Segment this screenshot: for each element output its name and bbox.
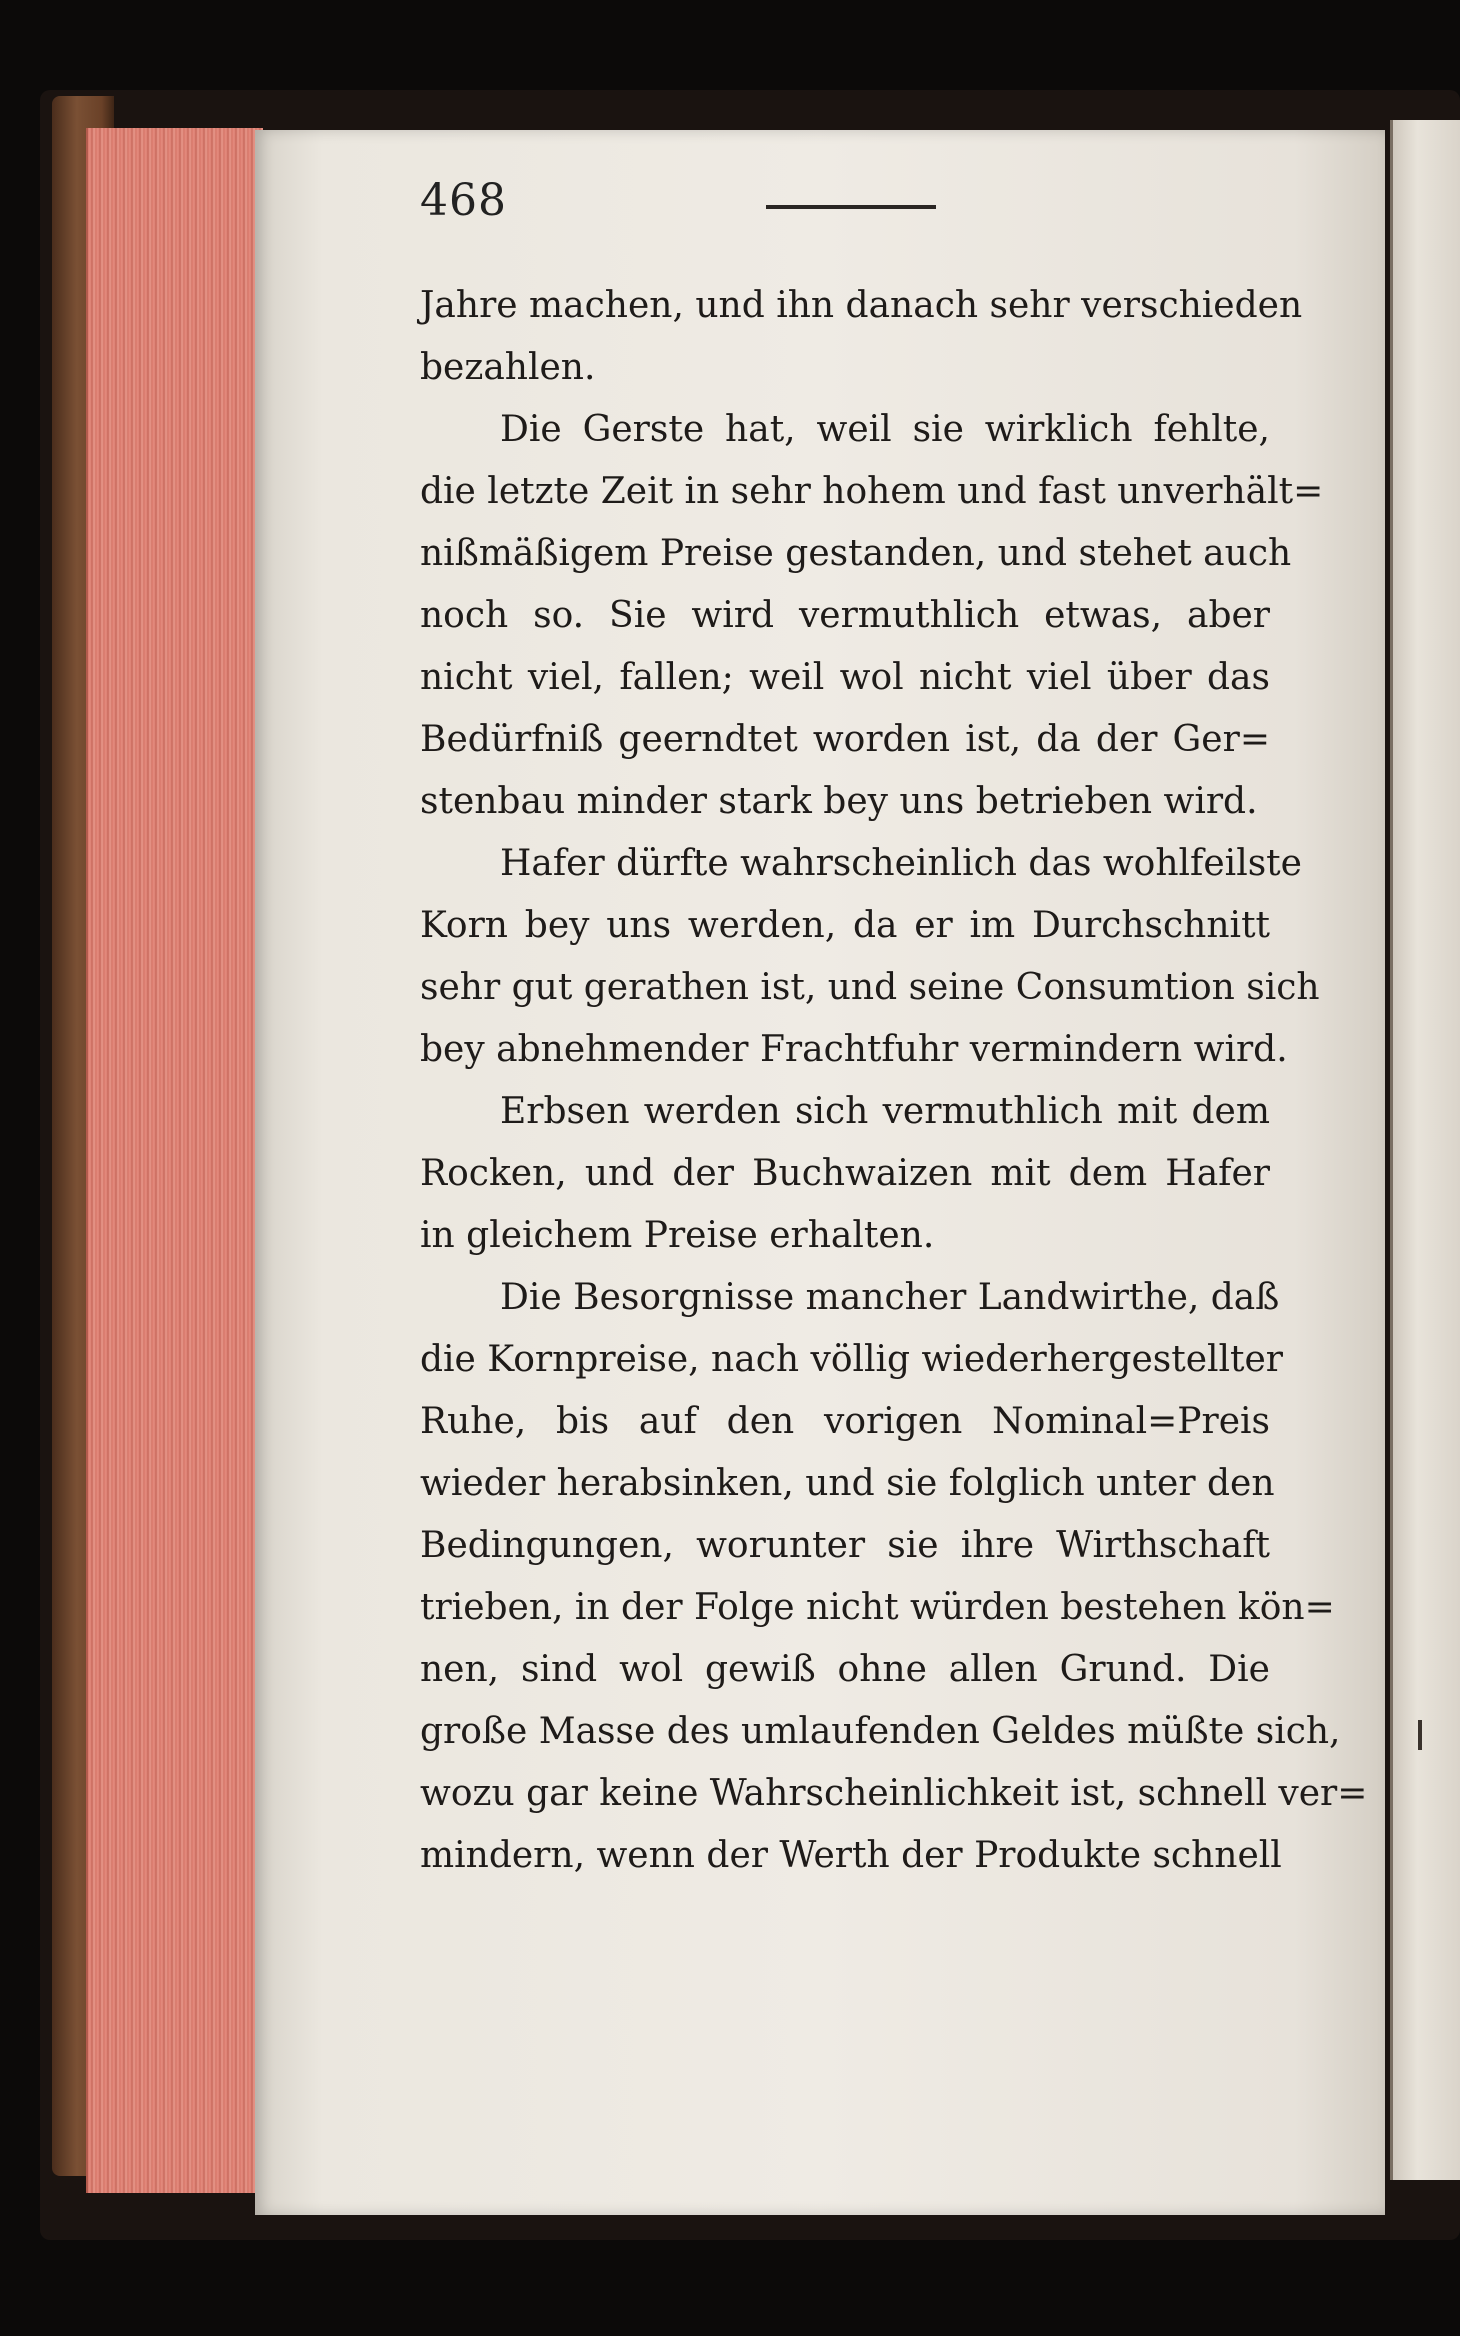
header-rule [766,205,936,209]
text-line: Bedürfniß geerndtet worden ist, da der Ger= [420,719,1270,760]
text-line: Hafer dürfte wahrscheinlich das wohlfeilste [500,843,1302,884]
text-line: große Masse des umlaufenden Geldes müßte sich, [420,1711,1341,1752]
text-line: Korn bey uns werden, da er im Durchschnitt [420,905,1270,946]
text-line: trieben, in der Folge nicht würden bestehen kön= [420,1587,1335,1628]
text-line: Rocken, und der Buchwaizen mit dem Hafer [420,1153,1270,1194]
text-line: Erbsen werden sich vermuthlich mit dem [500,1091,1270,1132]
facing-page-mark [1418,1720,1422,1750]
text-line: Die Gerste hat, weil sie wirklich fehlte, [500,409,1270,450]
facing-page-edge [1390,120,1460,2180]
text-line: sehr gut gerathen ist, und seine Consumtion sich [420,967,1320,1008]
text-line: Ruhe, bis auf den vorigen Nominal=Preis [420,1401,1270,1442]
body-text [420,275,1368,1887]
text-line: bezahlen. [420,347,596,388]
page-number: 468 [420,175,507,226]
text-line: in gleichem Preise erhalten. [420,1215,935,1256]
text-line: Jahre machen, und ihn danach sehr verschieden [420,285,1303,326]
text-line: nicht viel, fallen; weil wol nicht viel über das [420,657,1270,698]
text-line: noch so. Sie wird vermuthlich etwas, aber [420,595,1270,636]
text-line: Bedingungen, worunter sie ihre Wirthschaft [420,1525,1270,1566]
page-fore-edge [86,128,263,2193]
text-line: wozu gar keine Wahrscheinlichkeit ist, schnell ver= [420,1773,1368,1814]
text-line: Die Besorgnisse mancher Landwirthe, daß [500,1277,1280,1318]
text-line: die Kornpreise, nach völlig wiederhergestellter [420,1339,1284,1380]
text-line: nen, sind wol gewiß ohne allen Grund. Die [420,1649,1270,1690]
text-line: die letzte Zeit in sehr hohem und fast unverhält= [420,471,1324,512]
text-line: bey abnehmender Frachtfuhr vermindern wird. [420,1029,1288,1070]
text-line: stenbau minder stark bey uns betrieben wird. [420,781,1258,822]
text-line: mindern, wenn der Werth der Produkte schnell [420,1835,1282,1876]
text-line: wieder herabsinken, und sie folglich unter den [420,1463,1275,1504]
text-line: nißmäßigem Preise gestanden, und stehet auch [420,533,1292,574]
